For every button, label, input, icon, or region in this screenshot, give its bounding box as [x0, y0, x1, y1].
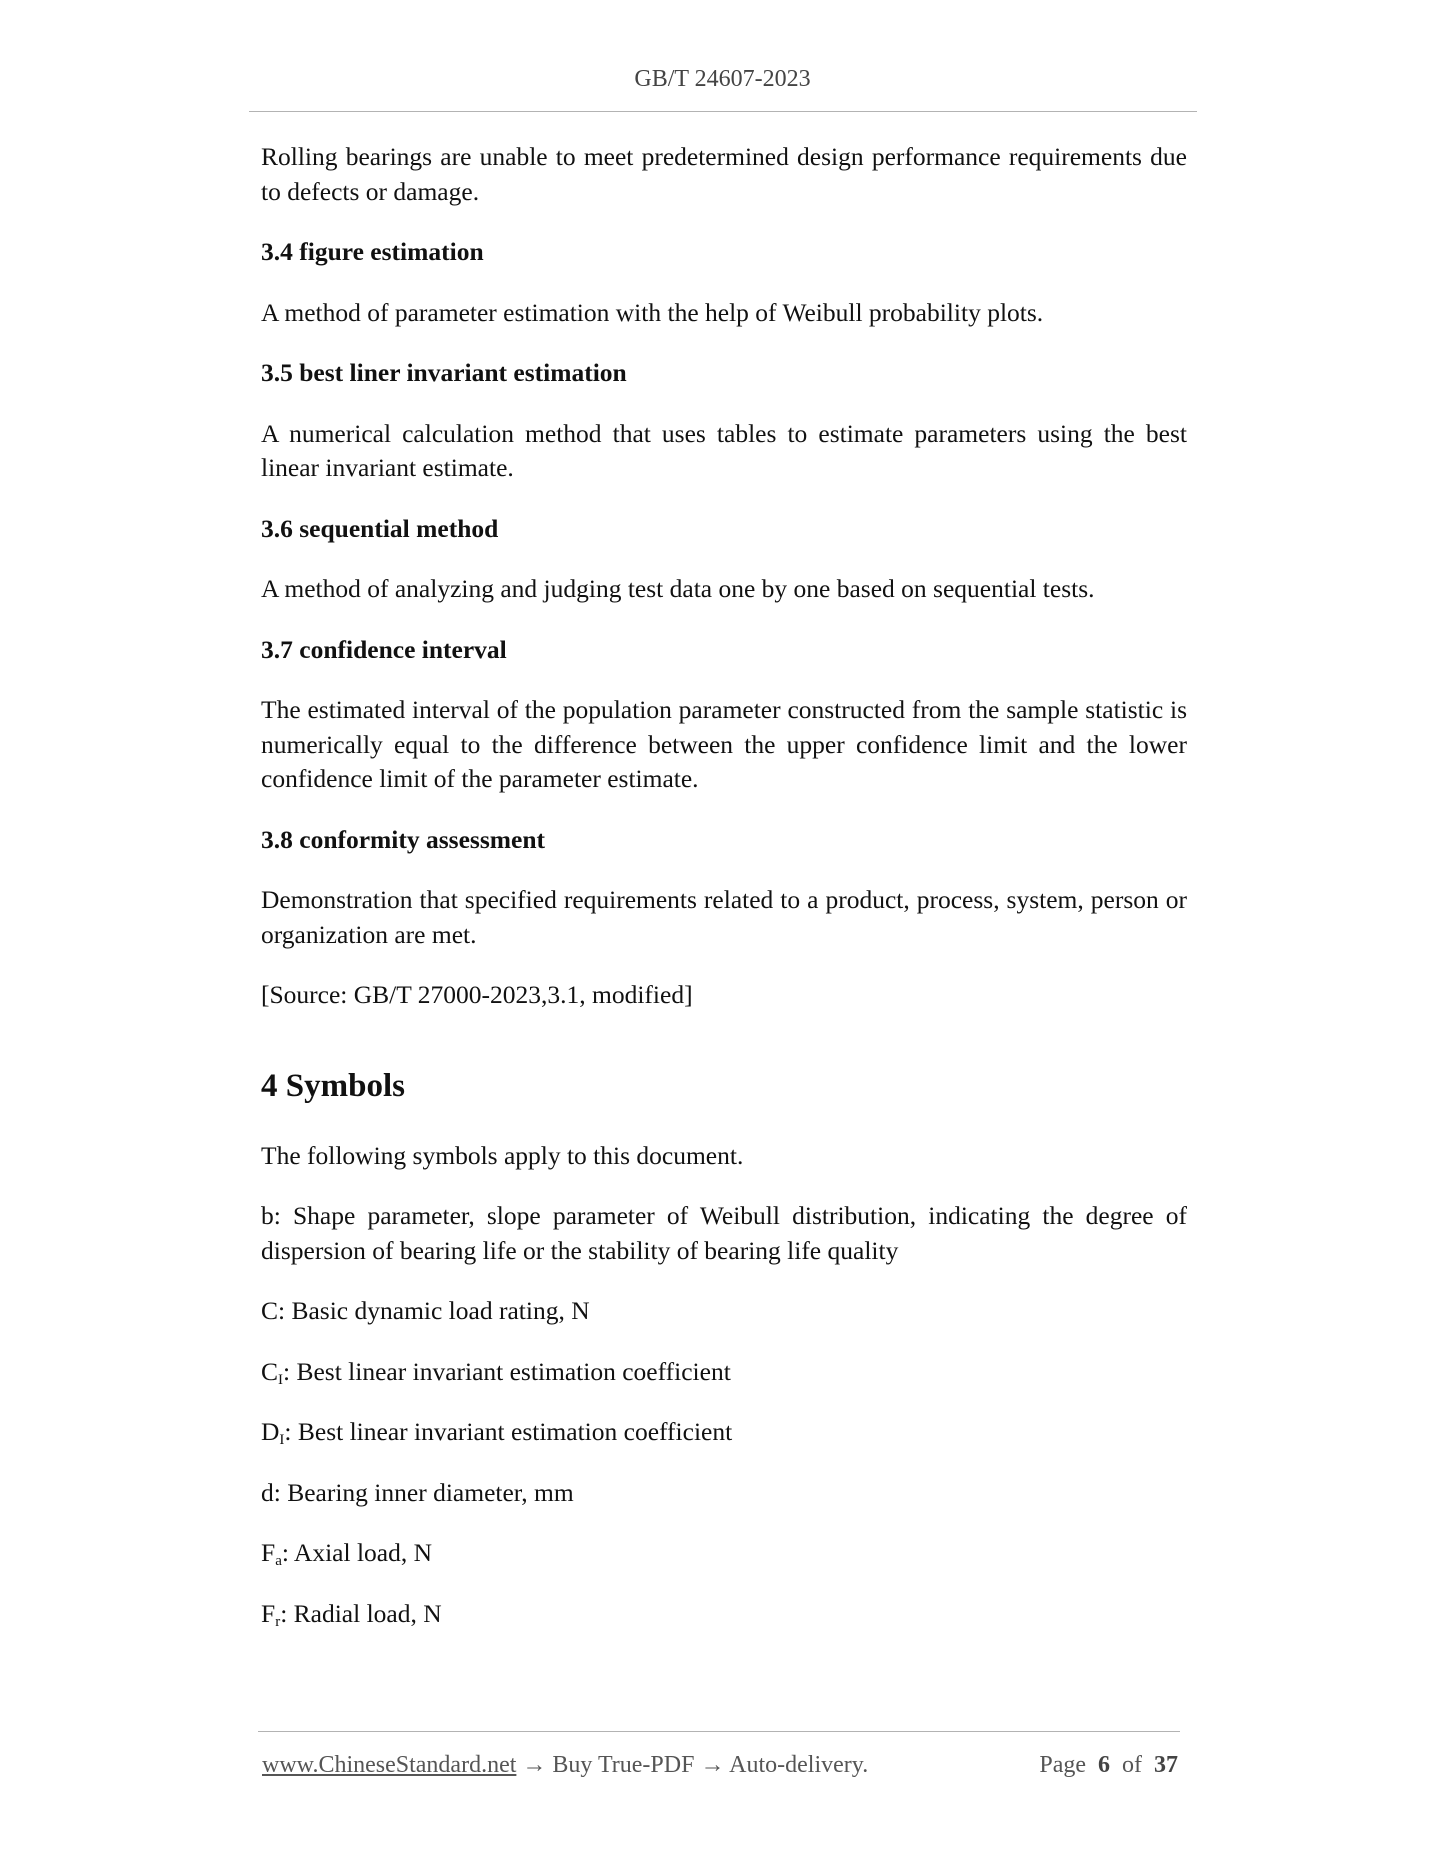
- symbol-name: d: [261, 1477, 274, 1507]
- page-indicator: [1039, 1752, 1178, 1779]
- symbol-name: D: [261, 1417, 280, 1446]
- of-label: of: [1122, 1752, 1142, 1778]
- symbol-subscript: I: [279, 1432, 285, 1448]
- symbol-entry-di: [261, 1415, 1187, 1450]
- symbol-description: : Bearing inner diameter, mm: [273, 1477, 574, 1507]
- footer-divider: [258, 1731, 1180, 1732]
- paragraph-source-note: [Source: GB/T 27000-2023,3.1, modified]: [261, 980, 693, 1009]
- symbol-entry-c: [261, 1294, 1187, 1329]
- heading-3-8: 3.8 conformity assessment: [261, 824, 545, 854]
- heading-3-7: 3.7 confidence interval: [261, 634, 507, 664]
- arrow-right-icon: →: [694, 1752, 730, 1778]
- symbol-name: C: [261, 1356, 279, 1386]
- symbol-subscript: r: [275, 1613, 281, 1630]
- symbol-description: : Best linear invariant estimation coefficient: [283, 1356, 731, 1386]
- page-number: 6: [1098, 1752, 1110, 1778]
- paragraph-3-6: A method of analyzing and judging test data one by one based on sequential tests.: [261, 574, 1095, 603]
- paragraph-failure-definition: Rolling bearings are unable to meet predetermined design performance requirements due to defects or damage.: [261, 142, 1187, 206]
- symbol-entry-fa: [261, 1536, 1187, 1571]
- symbol-name: C: [261, 1296, 279, 1325]
- symbol-description: : Best linear invariant estimation coefficient: [284, 1417, 733, 1446]
- heading-4-symbols: 4 Symbols: [261, 1067, 405, 1104]
- symbol-description: : Basic dynamic load rating, N: [278, 1296, 590, 1325]
- page-body: [261, 140, 1187, 1657]
- paragraph-3-8: Demonstration that specified requirements related to a product, process, system, person or organization are met.: [261, 885, 1187, 949]
- delivery-text: Auto-delivery.: [729, 1752, 869, 1778]
- symbol-description: : Axial load, N: [281, 1538, 433, 1567]
- running-header: GB/T 24607-2023: [634, 66, 811, 92]
- symbol-description: : Shape parameter, slope parameter of Weibull distribution, indicating the degree of dispersion of bearing life or the stability of bearing life quality: [261, 1201, 1187, 1265]
- heading-3-5: 3.5 best liner invariant estimation: [261, 358, 627, 387]
- page-footer: [262, 1752, 1178, 1782]
- website-link[interactable]: www.ChineseStandard.net: [262, 1752, 517, 1778]
- footer-promo: [262, 1752, 868, 1779]
- symbol-subscript: a: [275, 1553, 282, 1569]
- symbol-entry-b: [261, 1199, 1187, 1268]
- symbol-description: : Radial load, N: [280, 1598, 442, 1628]
- symbol-entry-ci: [261, 1355, 1187, 1390]
- heading-3-4: 3.4 figure estimation: [261, 237, 484, 266]
- symbol-subscript: I: [278, 1371, 284, 1388]
- heading-3-6: 3.6 sequential method: [261, 513, 499, 543]
- symbol-name: F: [261, 1598, 276, 1628]
- arrow-right-icon: →: [516, 1752, 553, 1778]
- paragraph-3-5: A numerical calculation method that uses tables to estimate parameters using the best linear invariant estimate.: [261, 418, 1187, 482]
- symbol-entry-d: [261, 1476, 1187, 1511]
- buy-pdf-text: Buy True-PDF: [552, 1752, 695, 1778]
- header-divider: [249, 111, 1197, 112]
- paragraph-symbols-intro: The following symbols apply to this document.: [261, 1140, 744, 1170]
- symbol-name: F: [261, 1538, 276, 1567]
- paragraph-3-7: The estimated interval of the population parameter constructed from the sample statistic is numerically equal to the difference between the upper confidence limit and the lower confidence limit of the parameter estimate.: [261, 695, 1187, 793]
- page-total: 37: [1154, 1752, 1178, 1778]
- symbol-name: b: [261, 1201, 274, 1230]
- page-label: Page: [1039, 1752, 1086, 1778]
- paragraph-3-4: A method of parameter estimation with the help of Weibull probability plots.: [261, 297, 1044, 327]
- symbol-entry-fr: [261, 1597, 1187, 1632]
